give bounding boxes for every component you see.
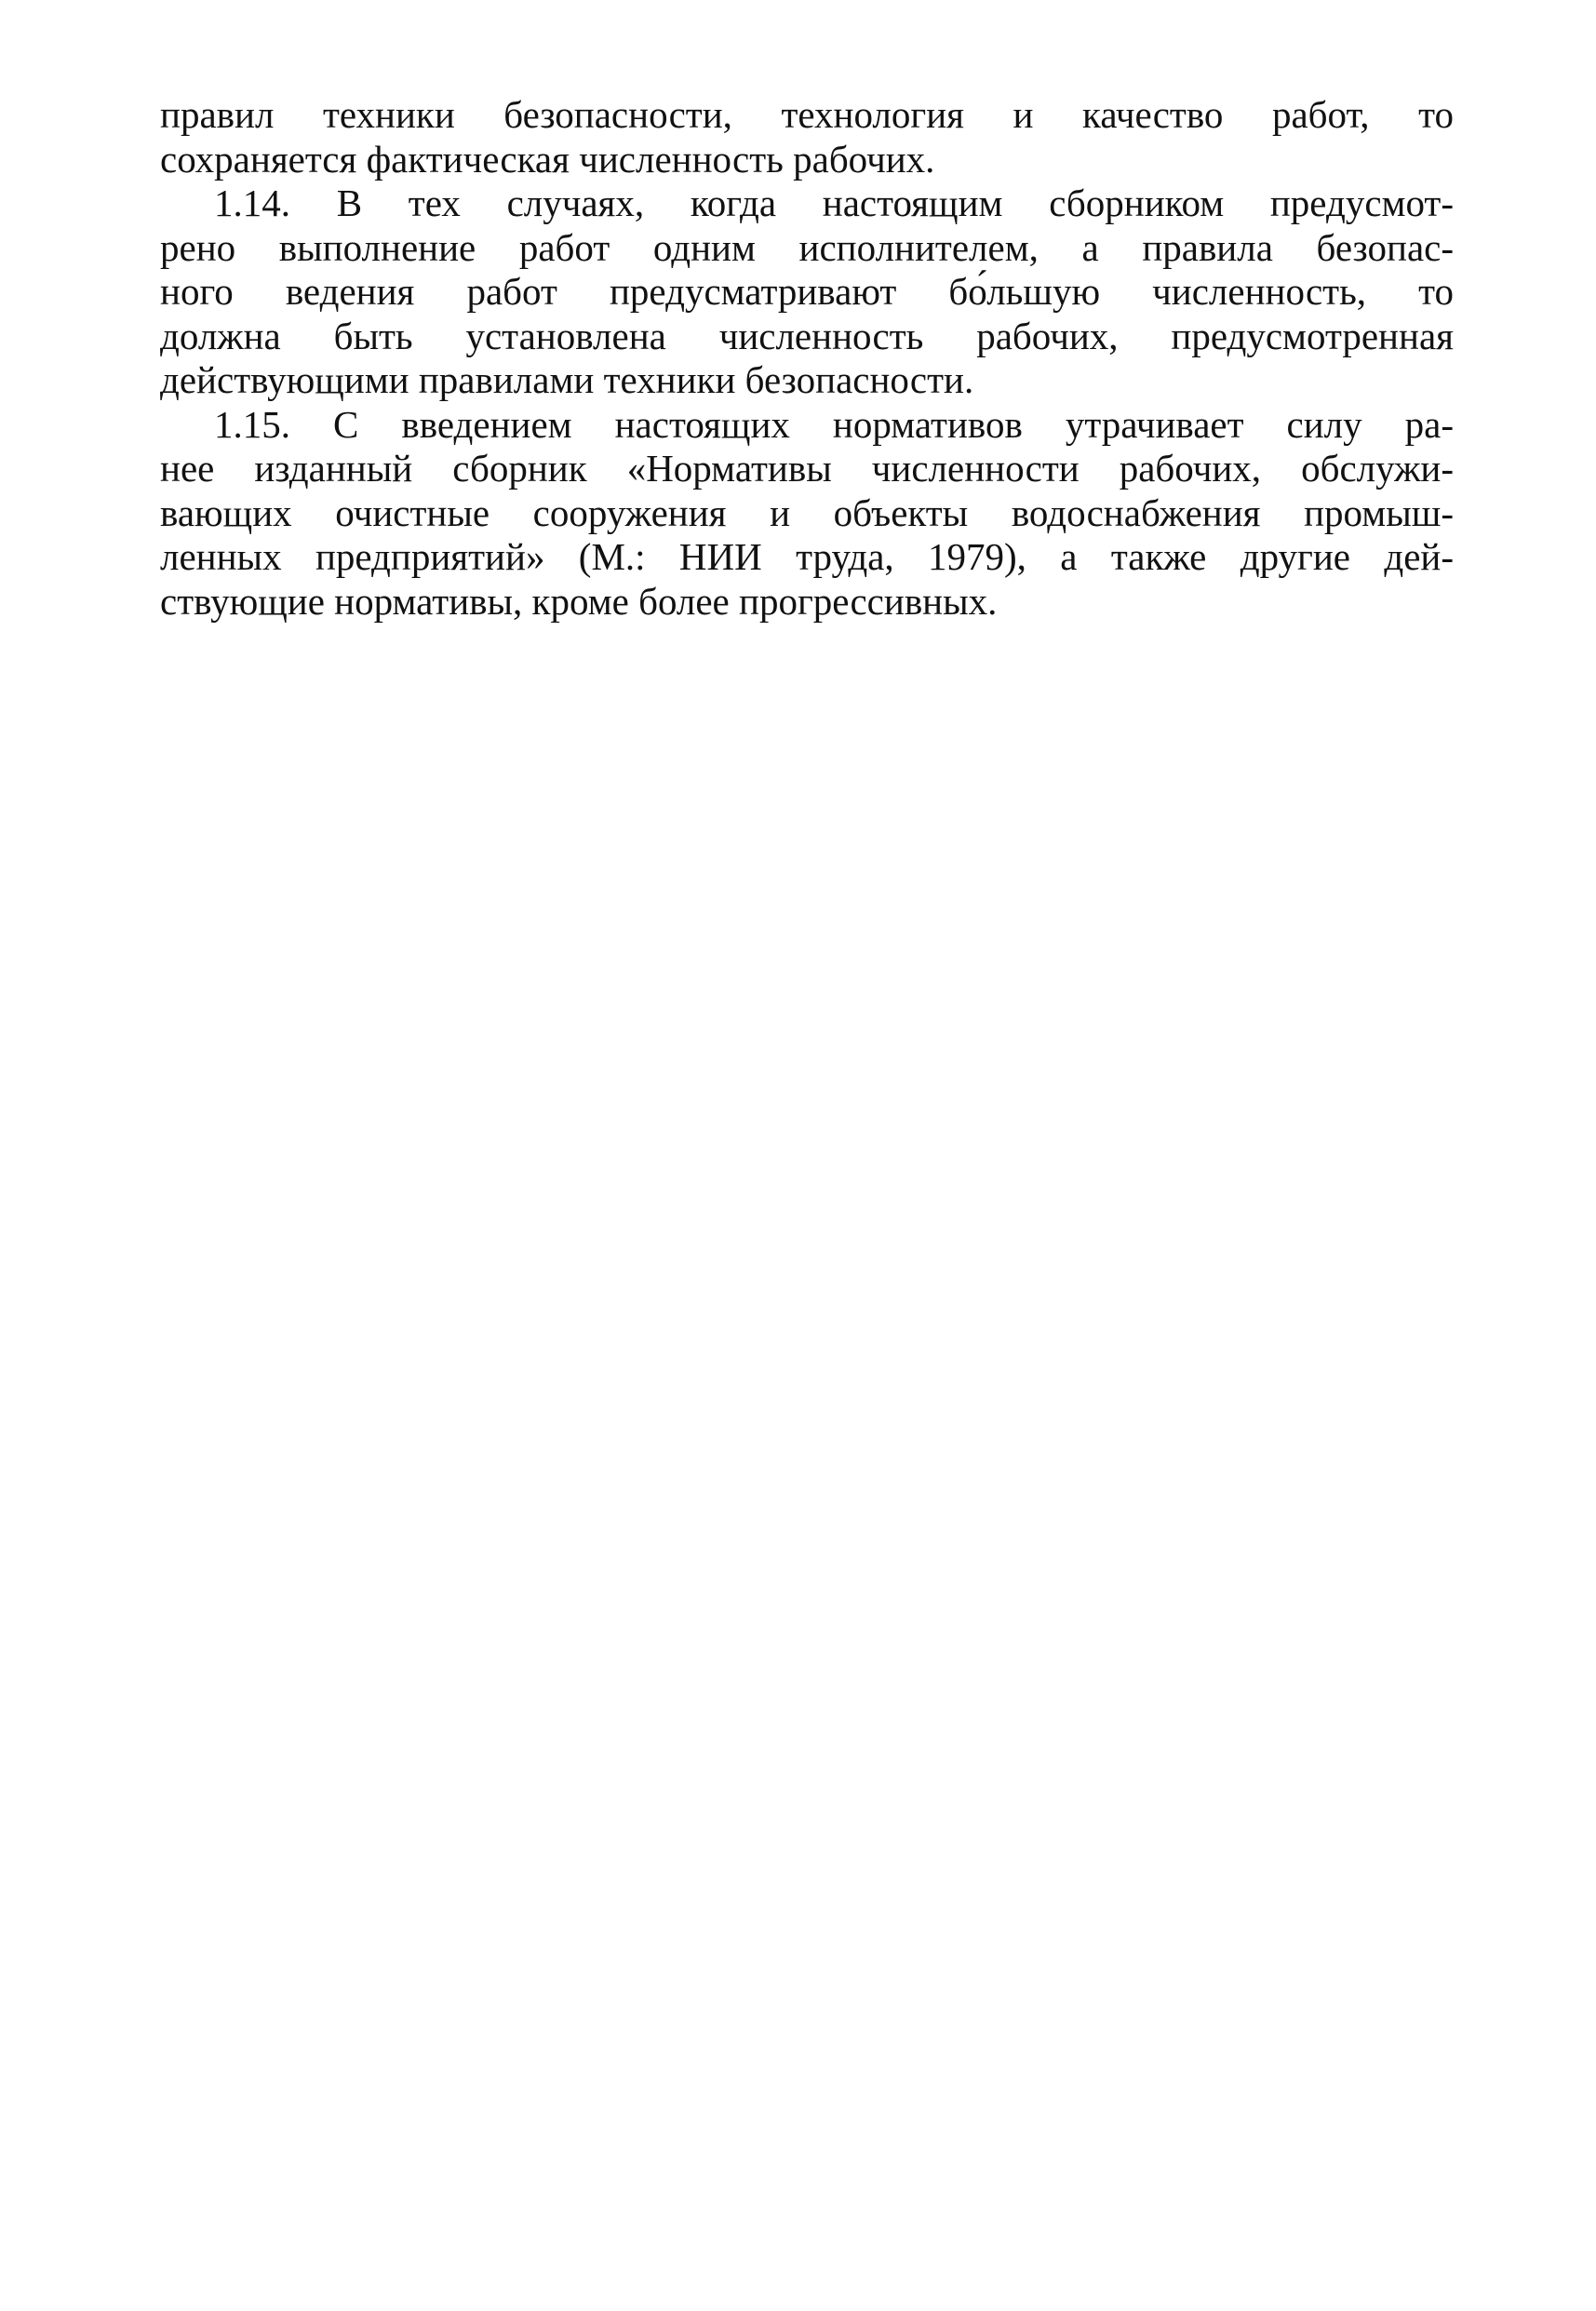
paragraph-clause-1-14 <box>160 181 1454 403</box>
text-line: рено выполнение работ одним исполнителем, а правила безопас- <box>160 225 1454 269</box>
text-line: ствующие нормативы, кроме более прогрессивных. <box>160 579 998 623</box>
text-line: должна быть установлена численность рабочих, предусмотренная <box>160 314 1454 357</box>
text-line: правил техники безопасности, технология и качество работ, то <box>160 93 1454 136</box>
text-line: ленных предприятий» (М.: НИИ труда, 1979), а также другие дей- <box>160 535 1454 578</box>
text-line: нее изданный сборник «Нормативы численности рабочих, обслужи- <box>160 447 1454 490</box>
text-line: вающих очистные сооружения и объекты водоснабжения промыш- <box>160 490 1454 534</box>
text-line: ного ведения работ предусматривают бо́льшую численность, то <box>160 270 1454 313</box>
body-text <box>160 93 1454 624</box>
text-line: сохраняется фактическая численность рабочих. <box>160 137 935 181</box>
paragraph-clause-1-15 <box>160 403 1454 625</box>
text-line: 1.14. В тех случаях, когда настоящим сборником предусмот- <box>214 181 1454 224</box>
text-line: действующими правилами техники безопасности. <box>160 358 974 401</box>
paragraph-continuation <box>160 93 1454 181</box>
text-line: 1.15. С введением настоящих нормативов утрачивает силу ра- <box>214 402 1454 446</box>
